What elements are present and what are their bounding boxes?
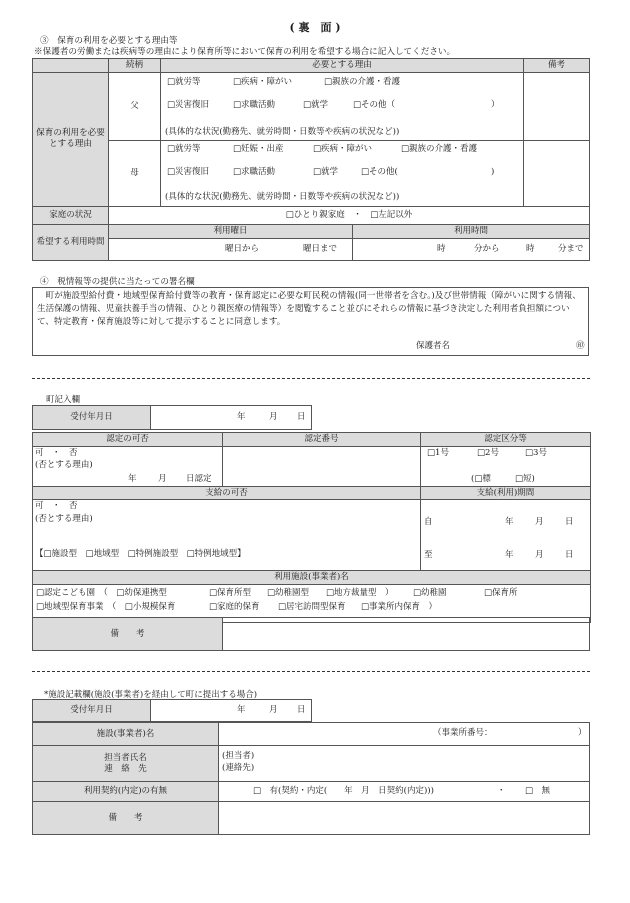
consent-text: 町が施設型給付費・地域型保育給付費等の教育・保育認定に必要な町民税の情報(同一世帯者を含む。)及び世帯情報（障がいに関する情報、生活保護の情報、児童扶養手当の情報、ひとり親医療の情報等）を閲覧すること並びにそれらの情報に基づき決定した利用者負担額について、特定教育・保育施設等に対して提示することに同意します。 bbox=[37, 291, 581, 327]
mother-detail[interactable]: (具体的な状況(勤務先、就労時間・日数等や疾病の状況など)) bbox=[165, 191, 400, 202]
category-field[interactable] bbox=[421, 446, 591, 486]
fac-office-close: ） bbox=[578, 728, 587, 738]
hours-label: 希望する利用時間 bbox=[33, 225, 109, 261]
town-remarks-label: 備 考 bbox=[33, 618, 223, 651]
section4-heading: ④ 税情報等の提供に当たっての署名欄 bbox=[40, 277, 195, 287]
father-remarks[interactable] bbox=[524, 72, 590, 140]
cert-month: 月 bbox=[158, 473, 167, 484]
days-to: 曜日まで bbox=[303, 243, 338, 254]
family-label: 家庭の状況 bbox=[33, 206, 109, 225]
mother-remarks[interactable] bbox=[524, 140, 590, 206]
fac-remarks-label: 備 考 bbox=[33, 802, 219, 835]
reason-table bbox=[32, 58, 589, 226]
time-start-min: 分から bbox=[474, 243, 500, 254]
father-opt-study[interactable]: □就学 bbox=[303, 99, 329, 110]
cert-yes-no: 可 ・ 否 bbox=[35, 447, 78, 458]
mother-reasons bbox=[161, 140, 524, 206]
father-label: 父 bbox=[109, 72, 161, 140]
father-detail[interactable]: (具体的な状況(勤務先、就労時間・日数等や疾病の状況など)) bbox=[165, 126, 400, 137]
father-opt-work[interactable]: □就労等 bbox=[167, 76, 201, 87]
date-day: 日 bbox=[297, 412, 306, 422]
days-header: 利用曜日 bbox=[109, 225, 353, 239]
period-to: 至 bbox=[424, 550, 433, 561]
fac-name-field[interactable] bbox=[219, 723, 590, 746]
mother-opt-illness[interactable]: □疾病・障がい bbox=[313, 143, 373, 154]
category-standard[interactable]: (□標 bbox=[471, 473, 491, 484]
fac-hoikusho-gata[interactable]: □保育所型 bbox=[209, 587, 252, 598]
fac-date-month: 月 bbox=[269, 705, 278, 715]
cert-year: 年 bbox=[128, 473, 137, 484]
mother-opt-care[interactable]: □親族の介護・看護 bbox=[401, 143, 478, 154]
mother-opt-pregnancy[interactable]: □妊娠・出産 bbox=[233, 143, 284, 154]
mother-other-close: ) bbox=[491, 166, 495, 177]
category-1[interactable]: □1号 bbox=[427, 447, 449, 458]
town-cert-table bbox=[32, 432, 590, 623]
date-year: 年 bbox=[237, 412, 246, 422]
town-received-label: 受付年月日 bbox=[33, 406, 151, 430]
reason-header: 必要とする理由 bbox=[161, 59, 524, 73]
father-opt-other[interactable]: □その他（ bbox=[353, 99, 396, 110]
father-other-close: ） bbox=[491, 99, 500, 110]
facility-types[interactable]: 【□施設型 □地域型 □特例施設型 □特例地域型】 bbox=[35, 549, 246, 560]
cert-field[interactable] bbox=[33, 446, 223, 486]
contact-tel-label: 連 絡 先 bbox=[104, 763, 147, 774]
fac-youchien[interactable]: □幼稚園 bbox=[413, 587, 447, 598]
time-field[interactable] bbox=[353, 238, 590, 260]
cert-no-header: 認定番号 bbox=[223, 433, 421, 447]
mother-opt-work[interactable]: □就労等 bbox=[167, 143, 201, 154]
mother-opt-disaster[interactable]: □災害復旧 bbox=[167, 166, 210, 177]
days-from: 曜日から bbox=[225, 243, 260, 254]
mother-opt-jobseek[interactable]: □求職活動 bbox=[233, 166, 276, 177]
page-title: ( 裏 面 ) bbox=[289, 21, 341, 34]
fac-office-no: （事業所番号： bbox=[433, 728, 493, 738]
period-from-month: 月 bbox=[535, 517, 544, 528]
time-end-hour: 時 bbox=[526, 243, 535, 254]
cert-no-field[interactable] bbox=[223, 446, 421, 486]
town-remarks-field[interactable] bbox=[223, 618, 590, 651]
section3-heading: ③ 保育の利用を必要とする理由等 bbox=[40, 36, 178, 46]
period-field[interactable] bbox=[421, 500, 591, 571]
hours-table bbox=[32, 224, 589, 261]
fac-received-label: 受付年月日 bbox=[33, 700, 151, 722]
town-received-table bbox=[32, 405, 312, 430]
payment-yes-no: 可 ・ 否 bbox=[35, 501, 78, 512]
father-opt-care[interactable]: □親族の介護・看護 bbox=[324, 76, 401, 87]
remarks-header: 備考 bbox=[524, 59, 590, 73]
fac-remarks-field[interactable] bbox=[219, 802, 590, 835]
seal-mark[interactable]: ㊞ bbox=[576, 341, 585, 351]
time-header: 利用時間 bbox=[353, 225, 590, 239]
father-opt-disaster[interactable]: □災害復旧 bbox=[167, 99, 210, 110]
section3-note: ※保護者の労働または疾病等の理由により保育所等において保育の利用を希望する場合に記入してください。 bbox=[34, 47, 456, 57]
cert-reason: (否とする理由) bbox=[35, 459, 93, 470]
category-header: 認定区分等 bbox=[421, 433, 591, 447]
contract-label: 利用契約(内定)の有無 bbox=[33, 782, 219, 802]
fac-hoikusho[interactable]: □保育所 bbox=[484, 587, 518, 598]
cert-header: 認定の可否 bbox=[33, 433, 223, 447]
period-from: 自 bbox=[424, 517, 433, 528]
contact-tel: (連絡先) bbox=[222, 763, 255, 773]
fac-katei[interactable]: □家庭的保育 bbox=[209, 601, 260, 612]
fac-date-day: 日 bbox=[297, 705, 306, 715]
town-remarks-table bbox=[32, 617, 590, 651]
blank-header bbox=[33, 59, 109, 73]
contact-name-label: 担当者氏名 bbox=[104, 752, 147, 763]
time-end-min: 分まで bbox=[558, 243, 584, 254]
contract-yes[interactable]: □ 有(契約・内定( 年 月 日契約(内定))) bbox=[253, 786, 434, 796]
guardian-label: 保護者名 bbox=[416, 341, 451, 351]
time-start-hour: 時 bbox=[437, 243, 446, 254]
town-heading: 町記入欄 bbox=[46, 395, 81, 405]
cert-day: 日認定 bbox=[186, 473, 212, 484]
fac-kyotaku[interactable]: □居宅訪問型保育 bbox=[278, 601, 346, 612]
contract-dot: ・ bbox=[497, 786, 506, 796]
mother-opt-other[interactable]: □その他( bbox=[361, 166, 398, 177]
payment-field[interactable] bbox=[33, 500, 421, 571]
fac-chihou[interactable]: □地方裁量型 ） bbox=[326, 587, 394, 598]
facility-name-header: 利用施設(事業者)名 bbox=[33, 571, 591, 585]
fac-contact-label bbox=[33, 746, 219, 782]
fac-contact-field[interactable] bbox=[219, 746, 590, 782]
consent-box bbox=[32, 287, 589, 356]
contract-no[interactable]: □ 無 bbox=[525, 786, 551, 796]
contract-field bbox=[219, 782, 590, 802]
fac-chiiki[interactable]: □地域型保育事業 （ □小規模保育 bbox=[36, 601, 176, 612]
family-options[interactable]: □ひとり親家庭 ・ □左記以外 bbox=[109, 206, 590, 225]
date-month: 月 bbox=[269, 412, 278, 422]
cut-line-1 bbox=[32, 378, 590, 379]
fac-name-label: 施設(事業者)名 bbox=[33, 723, 219, 746]
contact-person: (担当者) bbox=[222, 751, 255, 761]
category-2[interactable]: □2号 bbox=[477, 447, 499, 458]
period-header: 支給(利用)期間 bbox=[421, 486, 591, 500]
period-to-year: 年 bbox=[505, 550, 514, 561]
fac-received-date[interactable] bbox=[151, 700, 312, 722]
period-to-day: 日 bbox=[565, 550, 574, 561]
fac-jigyousho[interactable]: □事業所内保育 ） bbox=[361, 601, 438, 612]
days-field[interactable] bbox=[109, 238, 353, 260]
fac-youchien-gata[interactable]: □幼稚園型 bbox=[267, 587, 310, 598]
facility-heading: *施設記載欄(施設(事業者)を経由して町に提出する場合) bbox=[44, 690, 258, 700]
period-from-day: 日 bbox=[565, 517, 574, 528]
cut-line-2 bbox=[32, 671, 590, 672]
payment-header: 支給の可否 bbox=[33, 486, 421, 500]
reason-row-label: 保育の利用を必要とする理由 bbox=[33, 72, 109, 206]
period-from-year: 年 bbox=[505, 517, 514, 528]
fac-nintei[interactable]: □認定こども園 （ □幼保連携型 bbox=[36, 587, 167, 598]
fac-received-table bbox=[32, 699, 312, 722]
town-received-date[interactable] bbox=[151, 406, 312, 430]
mother-label: 母 bbox=[109, 140, 161, 206]
period-to-month: 月 bbox=[535, 550, 544, 561]
fac-info-table bbox=[32, 722, 590, 835]
father-reasons bbox=[161, 72, 524, 140]
payment-reason: (否とする理由) bbox=[35, 514, 93, 525]
category-short[interactable]: □短) bbox=[515, 473, 535, 484]
mother-opt-study[interactable]: □就学 bbox=[313, 166, 339, 177]
father-opt-illness[interactable]: □疾病・障がい bbox=[233, 76, 293, 87]
relation-header: 続柄 bbox=[109, 59, 161, 73]
father-opt-jobseek[interactable]: □求職活動 bbox=[233, 99, 276, 110]
category-3[interactable]: □3号 bbox=[525, 447, 547, 458]
fac-date-year: 年 bbox=[237, 705, 246, 715]
